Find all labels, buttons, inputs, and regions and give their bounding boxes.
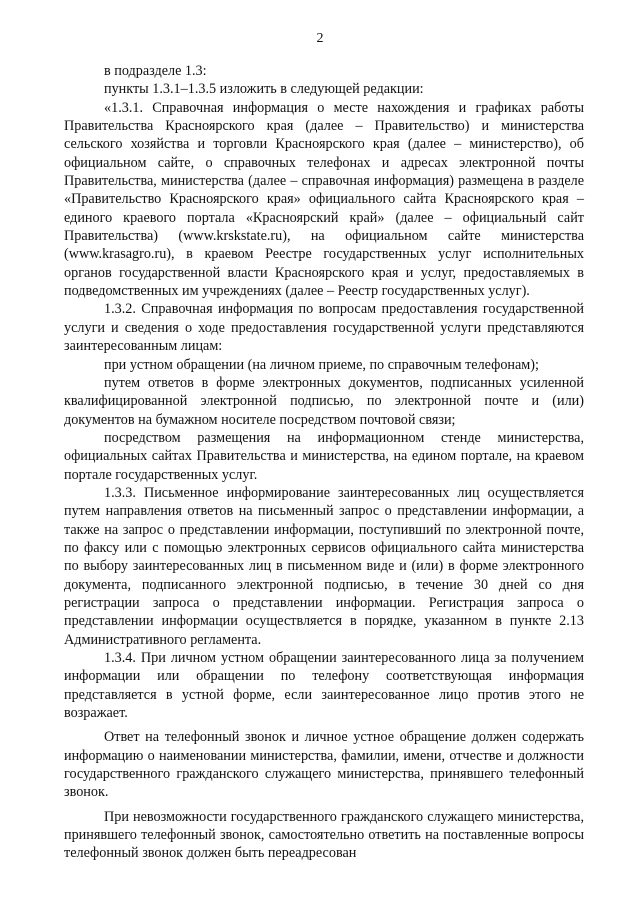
paragraph-phone-answer: Ответ на телефонный звонок и личное устное обращение должен содержать информацию о наименовании министерства, фамилии, имени, отчестве и должности государственного гражданского служащего министерства, принявшего телефонный звонок.	[64, 729, 584, 801]
paragraph-1-3-2: 1.3.2. Справочная информация по вопросам предоставления государственной услуги и сведения о ходе предоставления государственной услуги представляются заинтересованным лицам:	[64, 301, 584, 355]
document-body	[64, 62, 584, 863]
paragraph-1-3-4: 1.3.4. При личном устном обращении заинтересованного лица за получением информации или обращении по телефону соответствующая информация представляется в устной форме, если заинтересованное лицо против этого не возражает.	[64, 650, 584, 722]
paragraph-electronic-answers: путем ответов в форме электронных документов, подписанных усиленной квалифицированной электронной подписью, по электронной почте и (или) документов на бумажном носителе посредством почтовой связи;	[64, 374, 584, 428]
paragraph-info-stand: посредством размещения на информационном стенде министерства, официальных сайтах Правительства и министерства, на едином портале, на краевом портале государственных услуг.	[64, 429, 584, 483]
paragraph-oral-request: при устном обращении (на личном приеме, по справочным телефонам);	[104, 356, 539, 373]
paragraph-1-3-3: 1.3.3. Письменное информирование заинтересованных лиц осуществляется путем направления ответов на письменный запрос о представлении информации, а также на запрос о представлении информации, поступивший по электронной почте, по факсу или с помощью электронных сервисов официального сайта министерства по выбору заинтересованных лиц в письменном виде и (или) в форме электронного документа, подписанного электронной подписью, в течение 30 дней со дня регистрации запроса о представлении информации. Регистрация запроса о представлении информации осуществляется в порядке, указанном в пункте 2.13 Административного регламента.	[64, 484, 584, 648]
paragraph-items-intro: пункты 1.3.1–1.3.5 изложить в следующей редакции:	[104, 81, 424, 98]
paragraph-subsection-intro: в подразделе 1.3:	[104, 63, 207, 79]
paragraph-1-3-1: «1.3.1. Справочная информация о месте нахождения и графиках работы Правительства Красноярского края (далее – Правительство) и министерства сельского хозяйства и торговли Красноярского края (далее – министерство), об официальном сайте, о справочных телефонах и адресах электронной почты Правительства, министерства (далее – справочная информация) размещена в разделе «Правительство Красноярского края» официального сайта Красноярского края – единого краевого портала «Красноярский край» (далее – официальный сайт Правительства) (www.krskstate.ru), на официальном сайте министерства (www.krasagro.ru), в краевом Реестре государственных услуг исполнительных органов государственной власти Красноярского края и услуг, предоставляемых в подведомственных им учреждениях (далее – Реестр государственных услуг).	[64, 99, 584, 300]
page-number: 2	[316, 31, 324, 46]
paragraph-call-redirect: При невозможности государственного гражданского служащего министерства, принявшего телефонный звонок, самостоятельно ответить на поставленные вопросы телефонный звонок должен быть переадресован	[64, 808, 584, 862]
